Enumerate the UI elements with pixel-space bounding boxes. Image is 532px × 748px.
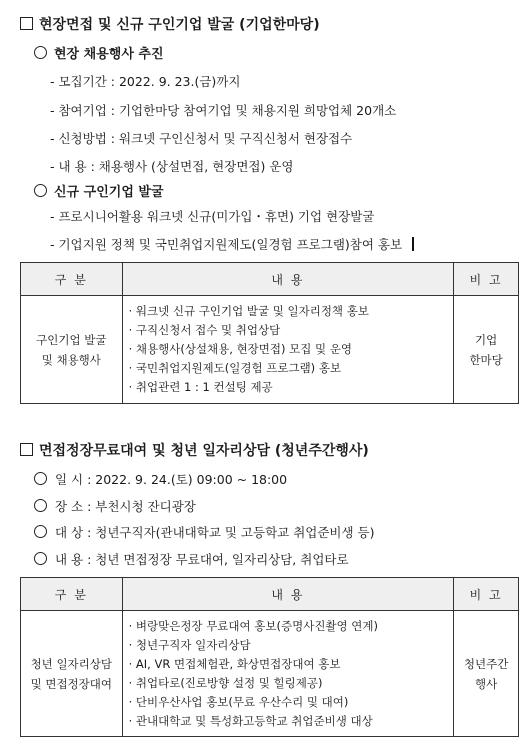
circle-bullet-icon [34,552,47,565]
content-item: · AI, VR 면접체험관, 화상면접장대여 홍보 [128,656,341,671]
list-item [50,235,414,253]
column-header: 비 고 [454,263,519,296]
section-1-sub-1-heading [34,43,164,62]
list-item-text: 장 소 : 부천시청 잔디광장 [55,499,196,514]
section-1-sub-2-heading [34,181,164,200]
column-header: 구 분 [21,578,123,611]
content-item: · 채용행사(상설채용, 현장면접) 모집 및 운영 [128,342,353,356]
table-row [21,611,519,737]
section-1-title: 현장면접 및 신규 구인기업 발굴 (기업한마당) [39,17,320,33]
list-item [34,497,196,515]
section-2-heading [20,440,369,460]
section-1-heading [20,14,320,34]
note-line: 한마당 [469,352,503,367]
category-line: 및 면접정장대여 [30,676,112,691]
circle-bullet-icon [34,525,47,538]
content-item: · 관내대학교 및 특성화고등학교 취업준비생 대상 [128,713,373,728]
category-cell [21,611,123,737]
table-header-row [21,578,519,611]
list-item [34,523,375,541]
note-cell [454,611,519,737]
sub-2-title: 신규 구인기업 발굴 [54,185,164,200]
section-1-table [20,262,519,404]
list-item: - 신청방법 : 워크넷 구인신청서 및 구직신청서 현장접수 [50,131,353,146]
content-item: · 국민취업지원제도(일경험 프로그램) 홍보 [128,361,342,375]
list-item: - 프로시니어활용 워크넷 신규(미가입・휴면) 기업 현장발굴 [50,209,375,224]
note-line: 행사 [475,676,498,691]
list-item: - 내 용 : 채용행사 (상설면접, 현장면접) 운영 [50,159,294,174]
column-header: 비 고 [454,578,519,611]
list-item: - 참여기업 : 기업한마당 참여기업 및 채용지원 희망업체 20개소 [50,103,397,118]
table-row [21,296,519,404]
section-2-title: 면접정장무료대여 및 청년 일자리상담 (청년주간행사) [39,443,369,459]
note-line: 기업 [475,332,498,347]
column-header: 구 분 [21,263,123,296]
content-item: · 취업타로(진로방향 설정 및 힐링제공) [128,675,323,690]
content-item: · 취업관련 1 : 1 컨설팅 제공 [128,380,273,394]
content-cell [122,611,454,737]
circle-bullet-icon [34,46,47,59]
note-cell [454,296,519,404]
table-header-row [21,263,519,296]
content-item: · 단비우산사업 홍보(무료 우산수리 및 대여) [128,694,349,709]
content-item: · 워크넷 신규 구인기업 발굴 및 일자리정책 홍보 [128,304,369,318]
note-line: 청년주간 [463,656,509,671]
list-item-text: - 기업지원 정책 및 국민취업지원제도(일경험 프로그램)참여 홍보 [50,237,403,252]
list-item: - 모집기간 : 2022. 9. 23.(금)까지 [50,74,241,89]
column-header: 내 용 [122,578,454,611]
category-line: 청년 일자리상담 [30,656,112,671]
list-item [34,550,349,568]
category-line: 및 채용행사 [41,352,101,367]
category-cell [21,296,123,404]
list-item-text: 대 상 : 청년구직자(관내대학교 및 고등학교 취업준비생 등) [55,525,375,540]
content-item: · 청년구직자 일자리상담 [128,637,251,652]
sub-1-title: 현장 채용행사 추진 [54,47,164,62]
content-cell [122,296,454,404]
checkbox-square-icon [20,17,33,30]
checkbox-square-icon [20,443,33,456]
section-2-table [20,577,519,737]
list-item [34,470,287,488]
circle-bullet-icon [34,184,47,197]
content-item: · 벼랑맞은정장 무료대여 홍보(증명사진촬영 연계) [128,618,379,633]
list-item-text: 일 시 : 2022. 9. 24.(토) 09:00 ~ 18:00 [55,472,288,487]
text-cursor [412,237,414,251]
content-item: · 구직신청서 접수 및 취업상담 [128,323,281,337]
list-item-text: 내 용 : 청년 면접정장 무료대여, 일자리상담, 취업타로 [55,552,349,567]
circle-bullet-icon [34,499,47,512]
circle-bullet-icon [34,472,47,485]
category-line: 구인기업 발굴 [36,332,107,347]
column-header: 내 용 [122,263,454,296]
